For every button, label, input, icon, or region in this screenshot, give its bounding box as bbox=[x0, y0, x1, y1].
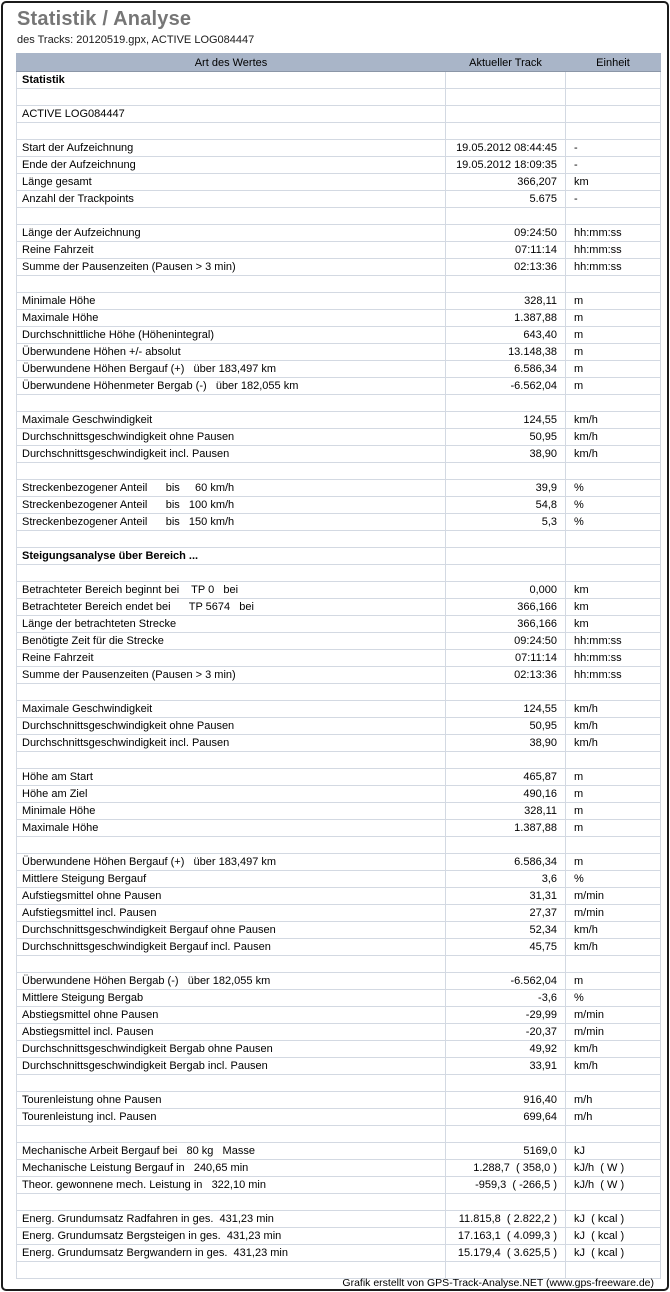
row-unit-cell: km/h bbox=[566, 718, 661, 735]
row-value-cell: 07:11:14 bbox=[446, 242, 566, 259]
table-row bbox=[17, 650, 661, 667]
row-unit-cell: m bbox=[566, 786, 661, 803]
row-unit-cell: % bbox=[566, 514, 661, 531]
row-value-cell: 27,37 bbox=[446, 905, 566, 922]
row-unit-cell: hh:mm:ss bbox=[566, 225, 661, 242]
table-row bbox=[17, 344, 661, 361]
row-unit-cell: - bbox=[566, 157, 661, 174]
row-unit-cell: m/min bbox=[566, 1024, 661, 1041]
row-unit-cell bbox=[566, 752, 661, 769]
row-label-cell: Reine Fahrzeit bbox=[17, 650, 446, 667]
table-row-spacer bbox=[17, 463, 661, 480]
row-label-cell bbox=[17, 956, 446, 973]
row-unit-cell: km/h bbox=[566, 412, 661, 429]
row-value-cell: 33,91 bbox=[446, 1058, 566, 1075]
table-row bbox=[17, 1041, 661, 1058]
row-value-cell bbox=[446, 1126, 566, 1143]
row-label-cell bbox=[17, 1075, 446, 1092]
table-row bbox=[17, 157, 661, 174]
row-value-cell: 49,92 bbox=[446, 1041, 566, 1058]
row-unit-cell: km/h bbox=[566, 429, 661, 446]
row-unit-cell bbox=[566, 395, 661, 412]
table-row bbox=[17, 1245, 661, 1262]
table-row-spacer bbox=[17, 752, 661, 769]
table-row bbox=[17, 1160, 661, 1177]
row-value-cell: 6.586,34 bbox=[446, 854, 566, 871]
table-row bbox=[17, 990, 661, 1007]
row-label-cell: Überwundene Höhen Bergab (-) über 182,055 km bbox=[17, 973, 446, 990]
table-row bbox=[17, 378, 661, 395]
row-value-cell: 52,34 bbox=[446, 922, 566, 939]
row-label-cell: Reine Fahrzeit bbox=[17, 242, 446, 259]
row-unit-cell: km/h bbox=[566, 735, 661, 752]
row-label-cell: Anzahl der Trackpoints bbox=[17, 191, 446, 208]
row-label-cell: Streckenbezogener Anteil bis 100 km/h bbox=[17, 497, 446, 514]
row-unit-cell: m bbox=[566, 327, 661, 344]
row-label-cell bbox=[17, 208, 446, 225]
row-value-cell: 38,90 bbox=[446, 446, 566, 463]
row-value-cell: 366,207 bbox=[446, 174, 566, 191]
row-unit-cell: m bbox=[566, 803, 661, 820]
row-unit-cell bbox=[566, 837, 661, 854]
row-unit-cell: km bbox=[566, 599, 661, 616]
row-value-cell bbox=[446, 106, 566, 123]
row-unit-cell bbox=[566, 123, 661, 140]
row-label-cell: Durchschnittsgeschwindigkeit ohne Pausen bbox=[17, 718, 446, 735]
row-unit-cell bbox=[566, 463, 661, 480]
row-unit-cell bbox=[566, 276, 661, 293]
row-value-cell: 366,166 bbox=[446, 599, 566, 616]
row-value-cell: 916,40 bbox=[446, 1092, 566, 1109]
row-unit-cell: m/min bbox=[566, 905, 661, 922]
table-row bbox=[17, 242, 661, 259]
row-value-cell: 17.163,1 ( 4.099,3 ) bbox=[446, 1228, 566, 1245]
table-row-spacer bbox=[17, 1075, 661, 1092]
row-label-cell: Durchschnittsgeschwindigkeit Bergauf incl. Pausen bbox=[17, 939, 446, 956]
table-row bbox=[17, 973, 661, 990]
row-unit-cell bbox=[566, 1262, 661, 1279]
row-unit-cell: km bbox=[566, 616, 661, 633]
table-row bbox=[17, 1211, 661, 1228]
row-value-cell: 50,95 bbox=[446, 429, 566, 446]
row-unit-cell: hh:mm:ss bbox=[566, 650, 661, 667]
row-value-cell: 328,11 bbox=[446, 293, 566, 310]
row-value-cell: 1.387,88 bbox=[446, 310, 566, 327]
row-unit-cell: kJ ( kcal ) bbox=[566, 1228, 661, 1245]
row-unit-cell: - bbox=[566, 140, 661, 157]
table-header-row bbox=[17, 54, 661, 72]
row-label-cell: Theor. gewonnene mech. Leistung in 322,10 min bbox=[17, 1177, 446, 1194]
row-label-cell bbox=[17, 1262, 446, 1279]
table-body bbox=[17, 72, 661, 1279]
table-row bbox=[17, 718, 661, 735]
row-label-cell: ACTIVE LOG084447 bbox=[17, 106, 446, 123]
row-unit-cell: km/h bbox=[566, 1041, 661, 1058]
row-label-cell: Maximale Geschwindigkeit bbox=[17, 701, 446, 718]
row-unit-cell bbox=[566, 208, 661, 225]
table-row-spacer bbox=[17, 837, 661, 854]
table-row bbox=[17, 293, 661, 310]
row-value-cell: 38,90 bbox=[446, 735, 566, 752]
row-unit-cell: - bbox=[566, 191, 661, 208]
table-row bbox=[17, 599, 661, 616]
row-label-cell: Mittlere Steigung Bergauf bbox=[17, 871, 446, 888]
row-value-cell: 19.05.2012 08:44:45 bbox=[446, 140, 566, 157]
row-label-cell: Tourenleistung ohne Pausen bbox=[17, 1092, 446, 1109]
row-value-cell: -3,6 bbox=[446, 990, 566, 1007]
row-unit-cell: km bbox=[566, 174, 661, 191]
row-value-cell bbox=[446, 208, 566, 225]
row-unit-cell: m/h bbox=[566, 1092, 661, 1109]
row-label-cell: Mittlere Steigung Bergab bbox=[17, 990, 446, 1007]
row-value-cell: -959,3 ( -266,5 ) bbox=[446, 1177, 566, 1194]
row-unit-cell bbox=[566, 72, 661, 89]
row-unit-cell bbox=[566, 956, 661, 973]
table-row bbox=[17, 310, 661, 327]
row-label-cell: Minimale Höhe bbox=[17, 803, 446, 820]
row-label-cell: Überwundene Höhenmeter Bergab (-) über 182,055 km bbox=[17, 378, 446, 395]
row-value-cell: 3,6 bbox=[446, 871, 566, 888]
row-unit-cell: hh:mm:ss bbox=[566, 242, 661, 259]
row-label-cell bbox=[17, 752, 446, 769]
row-unit-cell bbox=[566, 1194, 661, 1211]
row-unit-cell bbox=[566, 89, 661, 106]
row-label-cell: Länge gesamt bbox=[17, 174, 446, 191]
table-row bbox=[17, 633, 661, 650]
table-row bbox=[17, 854, 661, 871]
table-row bbox=[17, 497, 661, 514]
table-row bbox=[17, 922, 661, 939]
row-unit-cell: kJ/h ( W ) bbox=[566, 1160, 661, 1177]
row-unit-cell bbox=[566, 548, 661, 565]
row-label-cell: Energ. Grundumsatz Bergsteigen in ges. 431,23 min bbox=[17, 1228, 446, 1245]
row-label-cell bbox=[17, 463, 446, 480]
row-label-cell: Durchschnittliche Höhe (Höhenintegral) bbox=[17, 327, 446, 344]
table-row bbox=[17, 769, 661, 786]
row-unit-cell: kJ ( kcal ) bbox=[566, 1245, 661, 1262]
row-value-cell: 490,16 bbox=[446, 786, 566, 803]
table-row bbox=[17, 412, 661, 429]
row-value-cell bbox=[446, 565, 566, 582]
row-label-cell bbox=[17, 89, 446, 106]
row-unit-cell: kJ bbox=[566, 1143, 661, 1160]
table-row bbox=[17, 259, 661, 276]
row-value-cell: 02:13:36 bbox=[446, 667, 566, 684]
table-row bbox=[17, 871, 661, 888]
row-label-cell: Steigungsanalyse über Bereich ... bbox=[17, 548, 446, 565]
row-value-cell: 465,87 bbox=[446, 769, 566, 786]
row-label-cell bbox=[17, 565, 446, 582]
row-value-cell: -20,37 bbox=[446, 1024, 566, 1041]
table-row bbox=[17, 327, 661, 344]
table-row bbox=[17, 939, 661, 956]
row-value-cell bbox=[446, 463, 566, 480]
row-value-cell bbox=[446, 837, 566, 854]
row-value-cell bbox=[446, 548, 566, 565]
table-row bbox=[17, 140, 661, 157]
row-unit-cell: % bbox=[566, 990, 661, 1007]
table-row-spacer bbox=[17, 565, 661, 582]
row-value-cell: 366,166 bbox=[446, 616, 566, 633]
row-label-cell: Tourenleistung incl. Pausen bbox=[17, 1109, 446, 1126]
row-unit-cell: km/h bbox=[566, 1058, 661, 1075]
row-label-cell: Maximale Geschwindigkeit bbox=[17, 412, 446, 429]
row-label-cell: Mechanische Leistung Bergauf in 240,65 min bbox=[17, 1160, 446, 1177]
row-unit-cell: km/h bbox=[566, 701, 661, 718]
row-value-cell: 0,000 bbox=[446, 582, 566, 599]
row-value-cell: 5.675 bbox=[446, 191, 566, 208]
table-row bbox=[17, 225, 661, 242]
table-row bbox=[17, 888, 661, 905]
row-value-cell: 50,95 bbox=[446, 718, 566, 735]
row-unit-cell bbox=[566, 1126, 661, 1143]
row-label-cell: Länge der betrachteten Strecke bbox=[17, 616, 446, 633]
table-row bbox=[17, 905, 661, 922]
table-row bbox=[17, 1177, 661, 1194]
column-header-art-des-wertes: Art des Wertes bbox=[17, 54, 446, 72]
row-value-cell: 07:11:14 bbox=[446, 650, 566, 667]
row-value-cell bbox=[446, 395, 566, 412]
row-value-cell: 54,8 bbox=[446, 497, 566, 514]
table-row bbox=[17, 616, 661, 633]
row-value-cell bbox=[446, 1262, 566, 1279]
row-label-cell bbox=[17, 276, 446, 293]
row-unit-cell: m bbox=[566, 378, 661, 395]
row-value-cell: 39,9 bbox=[446, 480, 566, 497]
table-row-spacer bbox=[17, 208, 661, 225]
row-value-cell: 09:24:50 bbox=[446, 633, 566, 650]
row-value-cell: -29,99 bbox=[446, 1007, 566, 1024]
report-window bbox=[1, 1, 669, 1291]
row-label-cell bbox=[17, 1194, 446, 1211]
row-value-cell: 124,55 bbox=[446, 412, 566, 429]
row-label-cell: Abstiegsmittel ohne Pausen bbox=[17, 1007, 446, 1024]
row-label-cell: Aufstiegsmittel incl. Pausen bbox=[17, 905, 446, 922]
row-label-cell: Statistik bbox=[17, 72, 446, 89]
table-row bbox=[17, 735, 661, 752]
row-unit-cell: m bbox=[566, 854, 661, 871]
row-label-cell: Start der Aufzeichnung bbox=[17, 140, 446, 157]
row-label-cell: Ende der Aufzeichnung bbox=[17, 157, 446, 174]
table-row bbox=[17, 480, 661, 497]
row-label-cell: Durchschnittsgeschwindigkeit incl. Pausen bbox=[17, 446, 446, 463]
row-label-cell: Mechanische Arbeit Bergauf bei 80 kg Masse bbox=[17, 1143, 446, 1160]
row-value-cell: 02:13:36 bbox=[446, 259, 566, 276]
row-unit-cell: % bbox=[566, 871, 661, 888]
table-row bbox=[17, 1228, 661, 1245]
row-unit-cell: m/h bbox=[566, 1109, 661, 1126]
row-value-cell bbox=[446, 276, 566, 293]
row-label-cell: Energ. Grundumsatz Bergwandern in ges. 431,23 min bbox=[17, 1245, 446, 1262]
row-unit-cell: m bbox=[566, 973, 661, 990]
table-row bbox=[17, 429, 661, 446]
table-row bbox=[17, 548, 661, 565]
table-row bbox=[17, 1024, 661, 1041]
row-value-cell: -6.562,04 bbox=[446, 378, 566, 395]
table-row bbox=[17, 446, 661, 463]
table-row bbox=[17, 361, 661, 378]
column-header-aktueller-track: Aktueller Track bbox=[446, 54, 566, 72]
row-unit-cell: hh:mm:ss bbox=[566, 259, 661, 276]
statistics-table bbox=[16, 53, 661, 1279]
row-value-cell: 11.815,8 ( 2.822,2 ) bbox=[446, 1211, 566, 1228]
row-label-cell: Durchschnittsgeschwindigkeit Bergab incl. Pausen bbox=[17, 1058, 446, 1075]
row-unit-cell bbox=[566, 106, 661, 123]
table-row bbox=[17, 514, 661, 531]
row-label-cell: Überwundene Höhen +/- absolut bbox=[17, 344, 446, 361]
row-unit-cell: % bbox=[566, 497, 661, 514]
row-label-cell: Durchschnittsgeschwindigkeit ohne Pausen bbox=[17, 429, 446, 446]
row-value-cell bbox=[446, 72, 566, 89]
row-unit-cell: kJ/h ( W ) bbox=[566, 1177, 661, 1194]
row-unit-cell: m bbox=[566, 820, 661, 837]
table-row-spacer bbox=[17, 531, 661, 548]
row-label-cell: Summe der Pausenzeiten (Pausen > 3 min) bbox=[17, 667, 446, 684]
row-value-cell: 643,40 bbox=[446, 327, 566, 344]
row-value-cell: 1.387,88 bbox=[446, 820, 566, 837]
table-row bbox=[17, 667, 661, 684]
row-unit-cell: m bbox=[566, 344, 661, 361]
row-value-cell bbox=[446, 531, 566, 548]
row-label-cell bbox=[17, 684, 446, 701]
table-row bbox=[17, 786, 661, 803]
row-label-cell: Maximale Höhe bbox=[17, 310, 446, 327]
table-row-spacer bbox=[17, 1126, 661, 1143]
row-unit-cell: km/h bbox=[566, 922, 661, 939]
table-row-spacer bbox=[17, 395, 661, 412]
row-value-cell: 15.179,4 ( 3.625,5 ) bbox=[446, 1245, 566, 1262]
row-unit-cell: m bbox=[566, 769, 661, 786]
row-unit-cell: km/h bbox=[566, 446, 661, 463]
row-unit-cell: hh:mm:ss bbox=[566, 667, 661, 684]
row-value-cell: 699,64 bbox=[446, 1109, 566, 1126]
row-label-cell: Überwundene Höhen Bergauf (+) über 183,497 km bbox=[17, 361, 446, 378]
row-unit-cell: km/h bbox=[566, 939, 661, 956]
table-row bbox=[17, 582, 661, 599]
table-row bbox=[17, 1058, 661, 1075]
column-header-einheit: Einheit bbox=[566, 54, 661, 72]
row-label-cell: Betrachteter Bereich endet bei TP 5674 bei bbox=[17, 599, 446, 616]
row-value-cell bbox=[446, 1075, 566, 1092]
row-value-cell: 45,75 bbox=[446, 939, 566, 956]
row-value-cell bbox=[446, 752, 566, 769]
row-label-cell: Minimale Höhe bbox=[17, 293, 446, 310]
row-value-cell: 6.586,34 bbox=[446, 361, 566, 378]
row-label-cell: Betrachteter Bereich beginnt bei TP 0 bei bbox=[17, 582, 446, 599]
row-label-cell bbox=[17, 531, 446, 548]
row-value-cell: 19.05.2012 18:09:35 bbox=[446, 157, 566, 174]
row-label-cell: Abstiegsmittel incl. Pausen bbox=[17, 1024, 446, 1041]
row-label-cell: Durchschnittsgeschwindigkeit incl. Pausen bbox=[17, 735, 446, 752]
row-label-cell bbox=[17, 1126, 446, 1143]
row-value-cell bbox=[446, 956, 566, 973]
table-row bbox=[17, 72, 661, 89]
row-unit-cell: m bbox=[566, 361, 661, 378]
row-value-cell: 1.288,7 ( 358,0 ) bbox=[446, 1160, 566, 1177]
row-unit-cell bbox=[566, 684, 661, 701]
row-unit-cell: m bbox=[566, 293, 661, 310]
row-unit-cell: km bbox=[566, 582, 661, 599]
row-label-cell bbox=[17, 395, 446, 412]
generator-credit: Grafik erstellt von GPS-Track-Analyse.NET (www.gps-freeware.de) bbox=[342, 1277, 654, 1289]
row-label-cell: Aufstiegsmittel ohne Pausen bbox=[17, 888, 446, 905]
row-label-cell: Durchschnittsgeschwindigkeit Bergauf ohne Pausen bbox=[17, 922, 446, 939]
page-subtitle: des Tracks: 20120519.gpx, ACTIVE LOG084447 bbox=[17, 34, 255, 46]
row-label-cell: Energ. Grundumsatz Radfahren in ges. 431,23 min bbox=[17, 1211, 446, 1228]
table-row bbox=[17, 1143, 661, 1160]
table-row-spacer bbox=[17, 684, 661, 701]
row-unit-cell: m bbox=[566, 310, 661, 327]
row-value-cell: 13.148,38 bbox=[446, 344, 566, 361]
row-label-cell bbox=[17, 123, 446, 140]
row-unit-cell bbox=[566, 1075, 661, 1092]
table-row-spacer bbox=[17, 1194, 661, 1211]
table-row bbox=[17, 174, 661, 191]
row-label-cell: Streckenbezogener Anteil bis 150 km/h bbox=[17, 514, 446, 531]
row-unit-cell: hh:mm:ss bbox=[566, 633, 661, 650]
row-value-cell bbox=[446, 684, 566, 701]
table-header bbox=[17, 54, 661, 72]
row-value-cell: 5,3 bbox=[446, 514, 566, 531]
row-value-cell: 5169,0 bbox=[446, 1143, 566, 1160]
row-value-cell bbox=[446, 123, 566, 140]
table-row-spacer bbox=[17, 1262, 661, 1279]
row-value-cell: 09:24:50 bbox=[446, 225, 566, 242]
table-row bbox=[17, 191, 661, 208]
row-label-cell: Länge der Aufzeichnung bbox=[17, 225, 446, 242]
table-row-spacer bbox=[17, 123, 661, 140]
row-label-cell: Durchschnittsgeschwindigkeit Bergab ohne Pausen bbox=[17, 1041, 446, 1058]
table-row bbox=[17, 820, 661, 837]
row-unit-cell bbox=[566, 531, 661, 548]
row-value-cell: 328,11 bbox=[446, 803, 566, 820]
table-row bbox=[17, 803, 661, 820]
table-row bbox=[17, 1092, 661, 1109]
table-row bbox=[17, 106, 661, 123]
table-row bbox=[17, 701, 661, 718]
row-value-cell: 124,55 bbox=[446, 701, 566, 718]
table-row bbox=[17, 1109, 661, 1126]
row-label-cell: Höhe am Ziel bbox=[17, 786, 446, 803]
row-value-cell bbox=[446, 1194, 566, 1211]
row-label-cell: Streckenbezogener Anteil bis 60 km/h bbox=[17, 480, 446, 497]
row-label-cell: Summe der Pausenzeiten (Pausen > 3 min) bbox=[17, 259, 446, 276]
table-row-spacer bbox=[17, 276, 661, 293]
row-unit-cell: m/min bbox=[566, 1007, 661, 1024]
row-label-cell: Maximale Höhe bbox=[17, 820, 446, 837]
table-row-spacer bbox=[17, 89, 661, 106]
row-value-cell: 31,31 bbox=[446, 888, 566, 905]
row-unit-cell: m/min bbox=[566, 888, 661, 905]
row-unit-cell: kJ ( kcal ) bbox=[566, 1211, 661, 1228]
row-value-cell: -6.562,04 bbox=[446, 973, 566, 990]
row-label-cell: Höhe am Start bbox=[17, 769, 446, 786]
row-label-cell bbox=[17, 837, 446, 854]
row-label-cell: Überwundene Höhen Bergauf (+) über 183,497 km bbox=[17, 854, 446, 871]
row-unit-cell bbox=[566, 565, 661, 582]
table-row-spacer bbox=[17, 956, 661, 973]
table-row bbox=[17, 1007, 661, 1024]
page-title: Statistik / Analyse bbox=[17, 8, 192, 30]
row-value-cell bbox=[446, 89, 566, 106]
row-label-cell: Benötigte Zeit für die Strecke bbox=[17, 633, 446, 650]
row-unit-cell: % bbox=[566, 480, 661, 497]
